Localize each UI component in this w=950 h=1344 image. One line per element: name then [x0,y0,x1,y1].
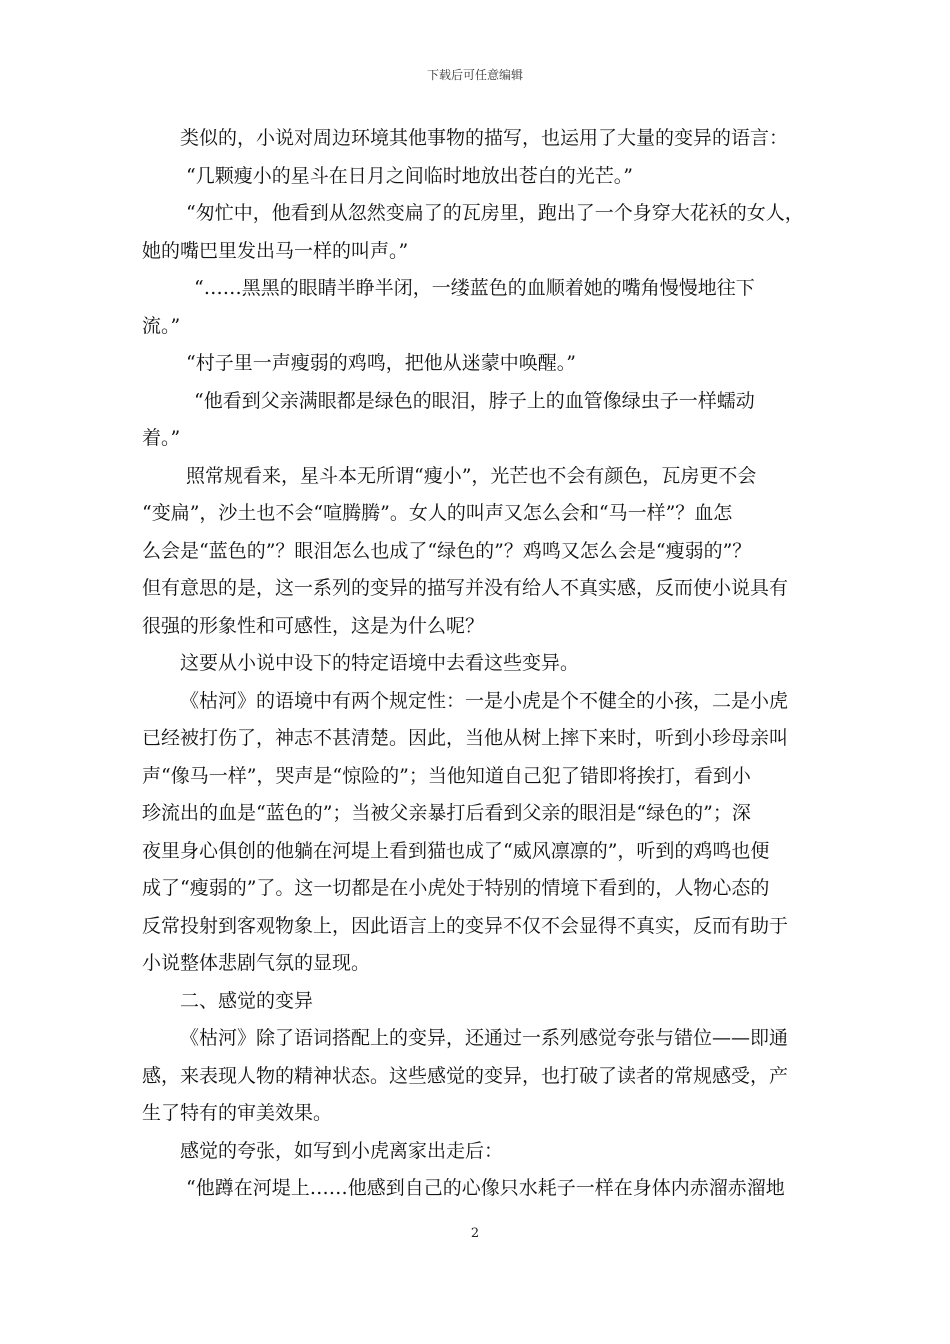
text-line: 照常规看来，星斗本无所谓“瘦小”，光芒也不会有颜色，瓦房更不会 [186,464,757,487]
text-line: 《枯河》除了语词搭配上的变异，还通过一系列感觉夸张与错位——即通 [180,1027,789,1049]
text-line: “变扁”，沙土也不会“喧腾腾”。女人的叫声又怎么会和“马一样”？血怎 [142,502,733,524]
text-line: “村子里一声瘦弱的鸡鸣，把他从迷蒙中唤醒。” [186,352,576,374]
text-line: 类似的，小说对周边环境其他事物的描写，也运用了大量的变异的语言： [180,127,789,149]
text-line: “几颗瘦小的星斗在日月之间临时地放出苍白的光芒。” [186,164,633,187]
text-line: 成了“瘦弱的”了。这一切都是在小虎处于特别的情境下看到的，人物心态的 [142,877,770,899]
text-line: 但有意思的是，这一系列的变异的描写并没有给人不真实感，反而使小说具有 [142,577,789,599]
text-line: 很强的形象性和可感性，这是为什么呢？ [142,614,485,637]
page-number: 2 [470,1226,480,1241]
page-header: 下载后可任意编辑 [426,68,523,82]
text-line: 感觉的夸张，如写到小虎离家出走后： [180,1139,504,1162]
text-line: 小说整体悲剧气氛的显现。 [142,952,371,974]
text-line: 她的嘴巴里发出马一样的叫声。” [142,239,409,262]
text-line: 生了特有的审美效果。 [142,1102,333,1124]
text-line: 么会是“蓝色的”？眼泪怎么也成了“绿色的”？鸡鸣又怎么会是“瘦弱的”？ [142,539,752,562]
text-line: 已经被打伤了，神志不甚清楚。因此，当他从树上摔下来时，听到小珍母亲叫 [142,727,789,749]
text-line: 反常投射到客观物象上，因此语言上的变异不仅不会显得不真实，反而有助于 [142,914,789,937]
text-line: 着。” [142,427,181,449]
text-line: 夜里身心俱创的他躺在河堤上看到猫也成了“威风凛凛的”，听到的鸡鸣也便 [142,839,770,862]
text-line: 流。” [142,314,181,337]
text-line: 《枯河》的语境中有两个规定性：一是小虎是个不健全的小孩，二是小虎 [180,689,789,712]
text-line: 这要从小说中设下的特定语境中去看这些变异。 [180,652,580,674]
text-line: “他蹲在河堤上……他感到自己的心像只水耗子一样在身体内赤溜赤溜地 [186,1177,785,1199]
body-text [142,120,822,1208]
text-line: 声“像马一样”，哭声是“惊险的”；当他知道自己犯了错即将挨打，看到小 [142,764,751,787]
text-line: 珍流出的血是“蓝色的”；当被父亲暴打后看到父亲的眼泪是“绿色的”；深 [142,802,751,824]
section-heading: 二、感觉的变异 [180,989,314,1012]
text-line: 感，来表现人物的精神状态。这些感觉的变异，也打破了读者的常规感受，产 [142,1064,789,1087]
text-line: “……黑黑的眼睛半睁半闭，一缕蓝色的血顺着她的嘴角慢慢地往下 [194,277,755,299]
text-line: “他看到父亲满眼都是绿色的眼泪，脖子上的血管像绿虫子一样蠕动 [194,389,755,412]
text-line: “匆忙中，他看到从忽然变扁了的瓦房里，跑出了一个身穿大花袄的女人， [186,202,804,224]
